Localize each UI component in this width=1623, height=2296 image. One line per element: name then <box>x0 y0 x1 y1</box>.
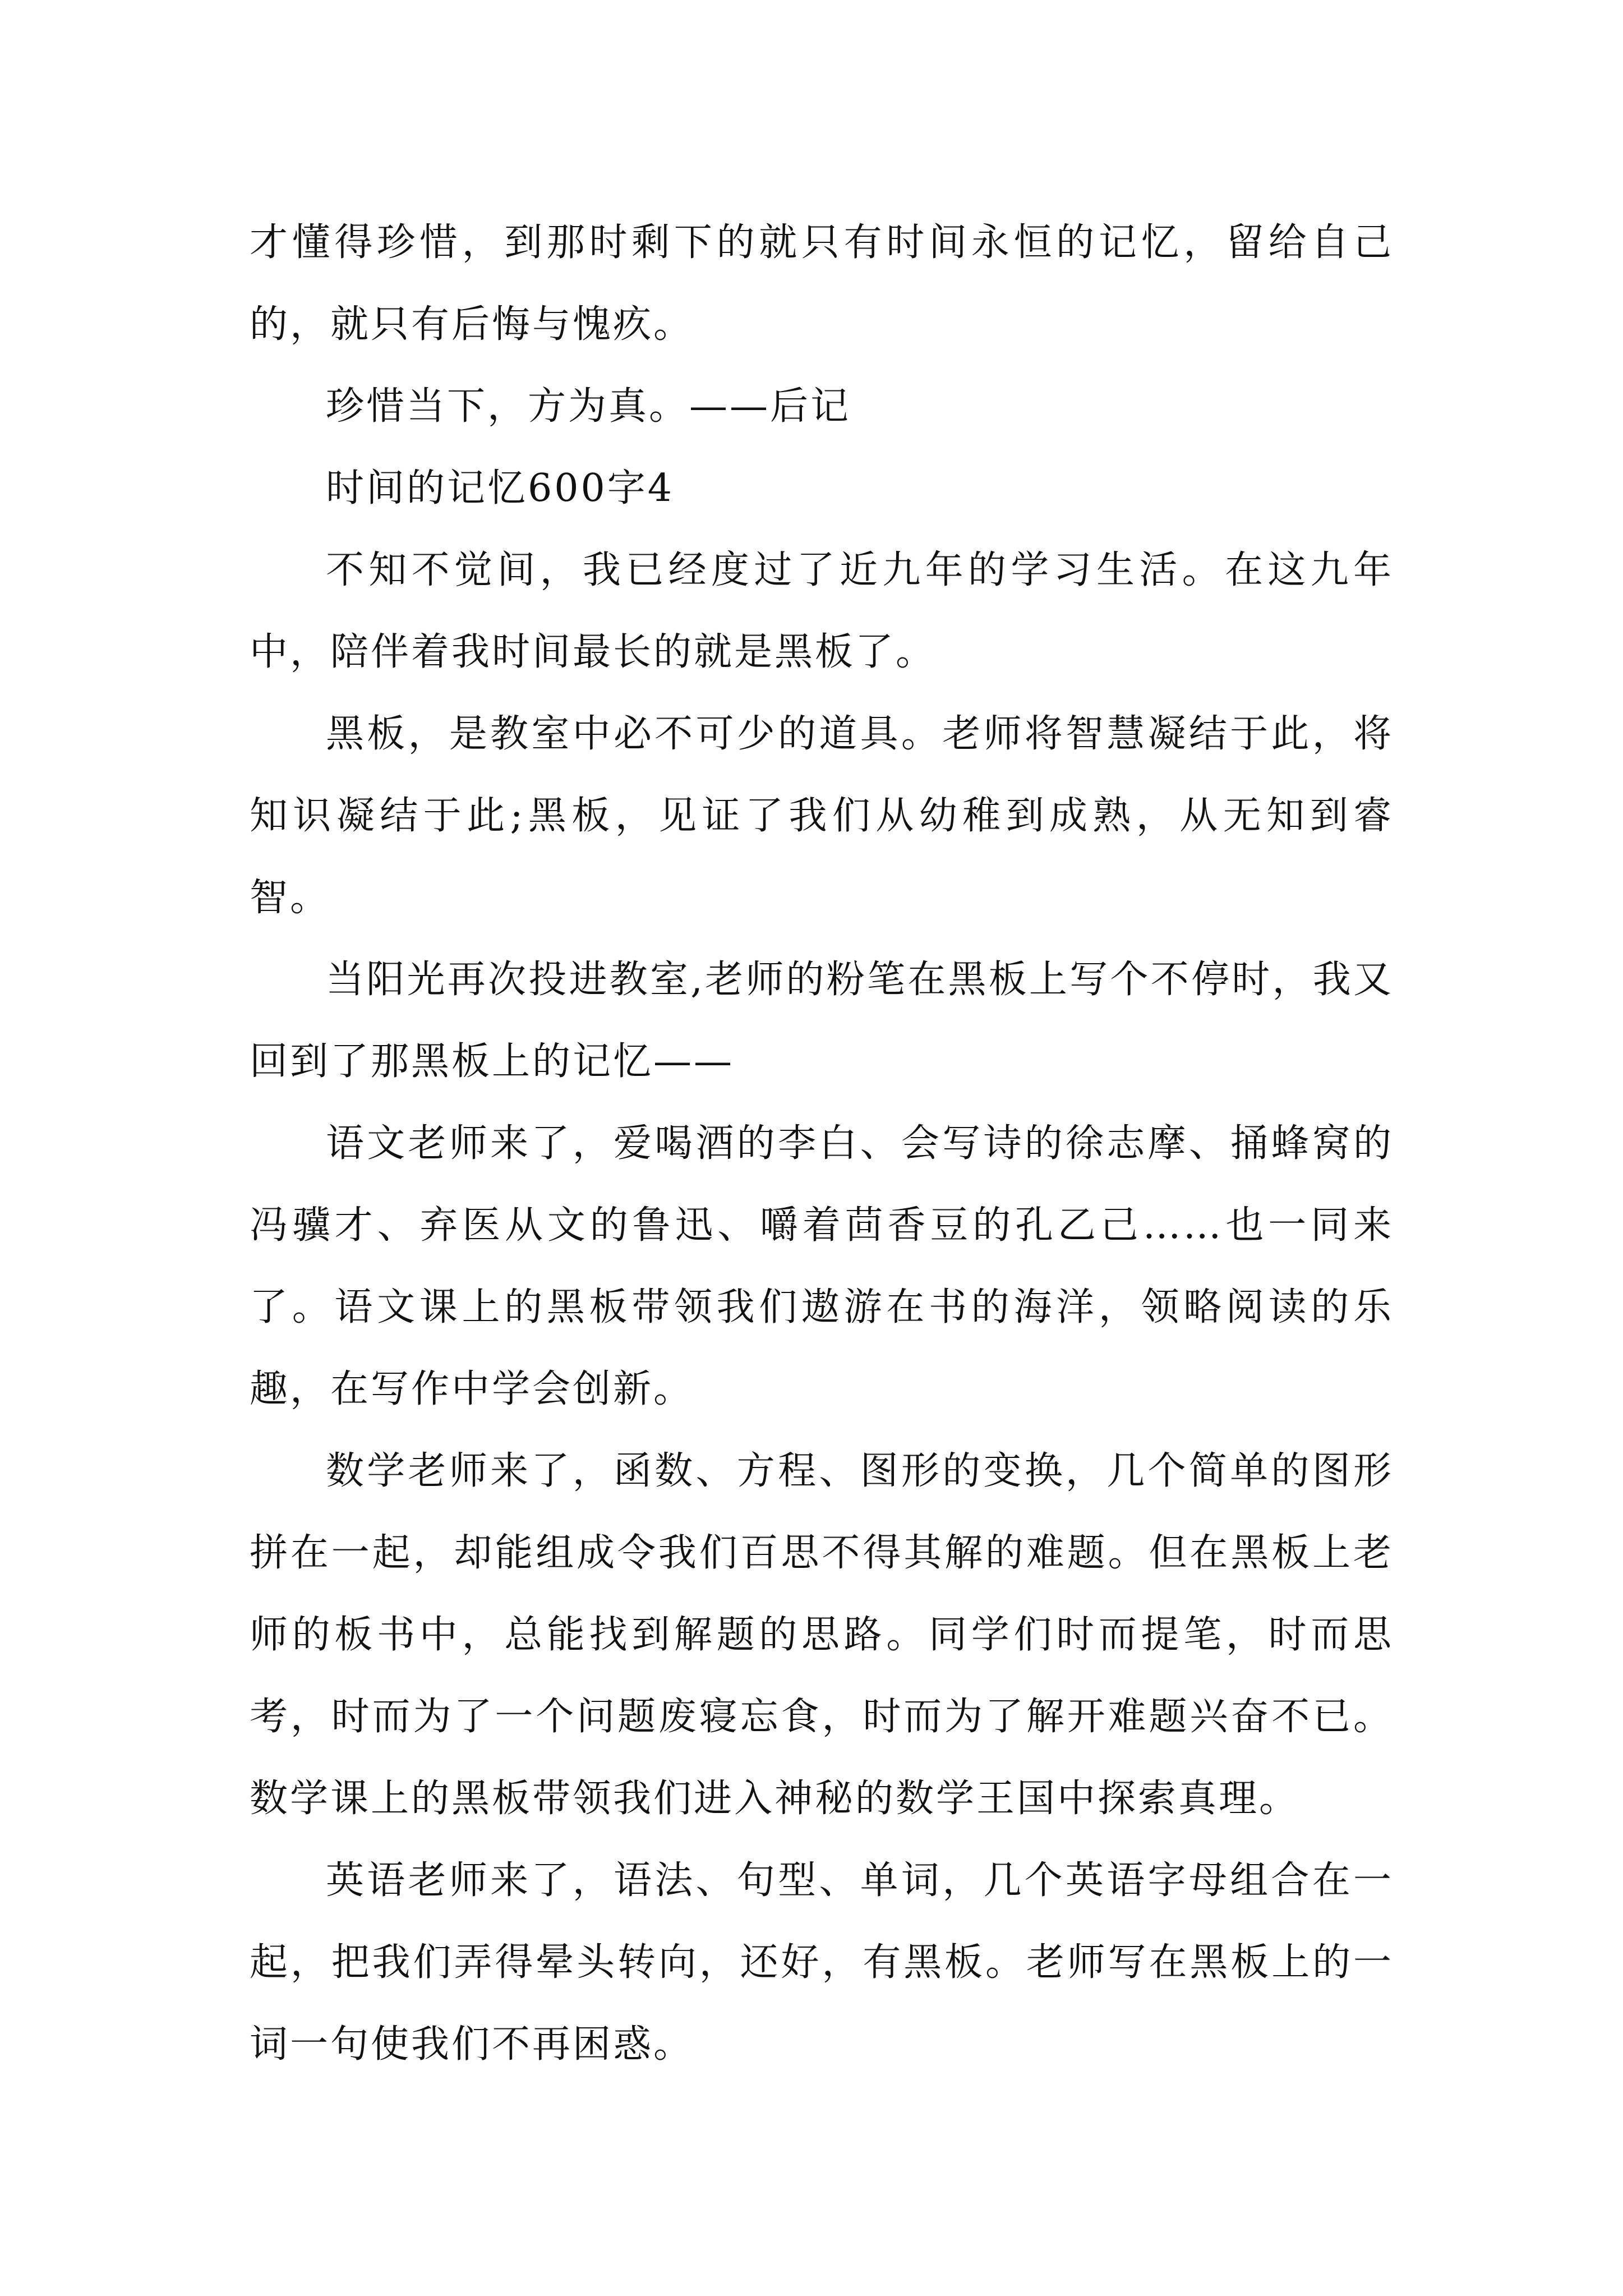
paragraph-chinese-teacher: 语文老师来了，爱喝酒的李白、会写诗的徐志摩、捅蜂窝的冯骥才、弃医从文的鲁迅、嚼着茴香豆的孔乙己……也一同来了。语文课上的黑板带领我们遨游在书的海洋，领略阅读的乐趣，在写作中学会创新。 <box>250 1121 1394 1411</box>
paragraph-english-teacher: 英语老师来了，语法、句型、单词，几个英语字母组合在一起，把我们弄得晕头转向，还好，有黑板。老师写在黑板上的一词一句使我们不再困惑。 <box>250 1858 1394 2067</box>
paragraph-blackboard: 黑板，是教室中必不可少的道具。老师将智慧凝结于此，将知识凝结于此;黑板，见证了我们从幼稚到成熟，从无知到睿智。 <box>250 712 1394 920</box>
paragraph-math-teacher: 数学老师来了，函数、方程、图形的变换，几个简单的图形拼在一起，却能组成令我们百思不得其解的难题。但在黑板上老师的板书中，总能找到解题的思路。同学们时而提笔，时而思考，时而为了一个问题废寝忘食，时而为了解开难题兴奋不已。数学课上的黑板带领我们进入神秘的数学王国中探索真理。 <box>250 1449 1394 1821</box>
article-body <box>250 202 1394 2086</box>
section-heading: 时间的记忆600字4 <box>326 466 675 510</box>
paragraph-continuation: 才懂得珍惜，到那时剩下的就只有时间永恒的记忆，留给自己的，就只有后悔与愧疚。 <box>250 220 1394 347</box>
paragraph-postscript: 珍惜当下，方为真。——后记 <box>326 384 851 429</box>
paragraph-sunlight: 当阳光再次投进教室,老师的粉笔在黑板上写个不停时，我又回到了那黑板上的记忆—— <box>250 958 1394 1084</box>
paragraph-intro: 不知不觉间，我已经度过了近九年的学习生活。在这九年中，陪伴着我时间最长的就是黑板了。 <box>250 548 1394 674</box>
